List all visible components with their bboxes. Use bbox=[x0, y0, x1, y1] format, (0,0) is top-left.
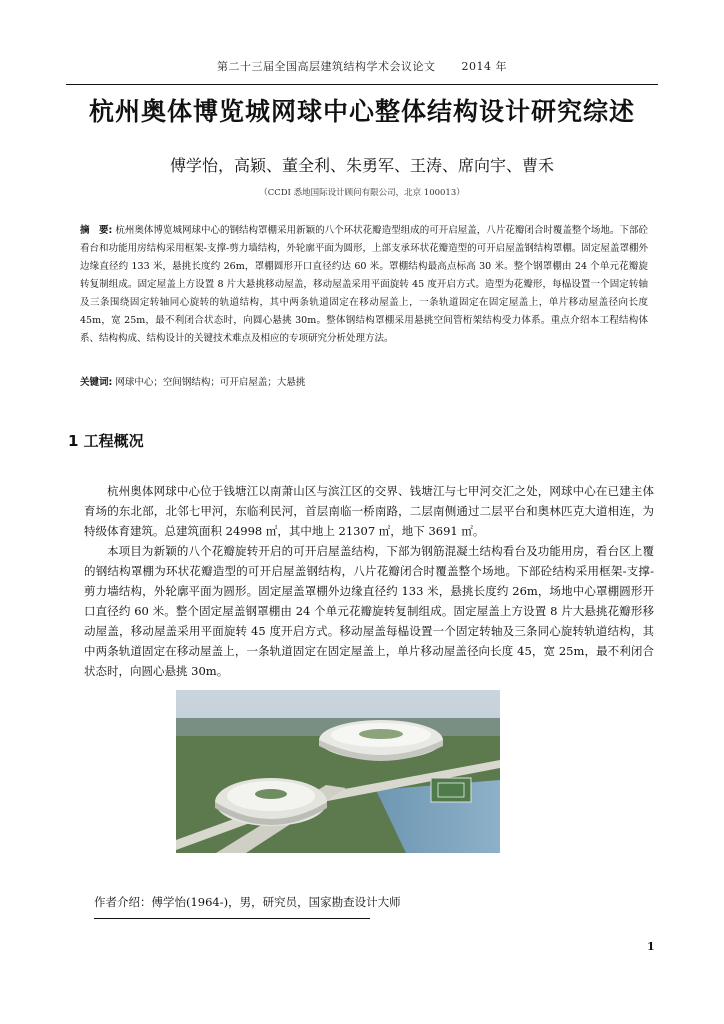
stadium-rendering-image bbox=[176, 690, 500, 853]
page-number: 1 bbox=[647, 940, 655, 953]
header-rule bbox=[66, 84, 658, 85]
affiliation: （CCDI 悉地国际设计顾问有限公司，北京 100013） bbox=[259, 188, 465, 198]
author-footnote: 作者介绍：傅学怡(1964-)，男，研究员，国家勘查设计大师 bbox=[94, 895, 401, 909]
keywords: 关键词: 网球中心；空间钢结构；可开启屋盖；大悬挑 bbox=[80, 377, 306, 388]
paragraph-1: 杭州奥体网球中心位于钱塘江以南萧山区与滨江区的交界、钱塘江与七甲河交汇之处，网球中心在已建主体育场的东北部，北邻七甲河，东临利民河，首层南临一桥南路，二层南侧通过二层平台和奥林匹克大道相连，为特级体育建筑。总建筑面积 24998 ㎡，其中地上 21307 ㎡，地下 3691 ㎡。 bbox=[84, 484, 654, 538]
conference-year: 2014 年 bbox=[461, 60, 507, 73]
section-heading: 1 工程概况 bbox=[68, 432, 144, 450]
footnote-rule bbox=[94, 918, 370, 919]
paper-title: 杭州奥体博览城网球中心整体结构设计研究综述 bbox=[88, 97, 635, 126]
keywords-text: 网球中心；空间钢结构；可开启屋盖；大悬挑 bbox=[115, 377, 306, 388]
abstract-label: 摘 要 bbox=[80, 225, 109, 236]
abstract-text: 杭州奥体博览城网球中心的钢结构罩棚采用新颖的八个环状花瓣造型组成的可开启屋盖，八片花瓣闭合时覆盖整个场地。下部砼看台和功能用房结构采用框架-支撑-剪力墙结构，外轮廓平面为圆形，上部支承环状花瓣造型的可开启屋盖钢结构罩棚。固定屋盖罩棚外边缘直径约 133 米，悬挑长度约 26m，罩棚圆形开口直径约达 60 米。罩棚结构最高点标高 30 米。整个钢罩棚由 24 个单元花瓣旋转复制组成。固定屋盖上方设置 8 片大悬挑移动屋盖，移动屋盖采用平面旋转 45 度开启方式。造型为花瓣形，每榀设置一个固定转轴及三条围绕固定转轴同心旋转的轨道结构，其中两条轨道固定在移动屋盖上，一条轨道固定在固定屋盖上，单片移动屋盖径向长度 45m，宽 25m，最不利闭合状态时，向圆心悬挑 30m。整体钢结构罩棚采用悬挑空间管桁架结构受力体系。重点介绍本工程结构体系、结构构成、结构设计的关键技术难点及相应的专项研究分析处理方法。 bbox=[80, 225, 648, 344]
paragraph-2: 本项目为新颖的八个花瓣旋转开启的可开启屋盖结构，下部为钢筋混凝土结构看台及功能用房，看台区上覆的钢结构罩棚为环状花瓣造型的可开启屋盖钢结构，八片花瓣闭合时覆盖整个场地。下部砼结构采用框架-支撑-剪力墙结构，外轮廓平面为圆形。固定屋盖罩棚外边缘直径约 133 米，悬挑长度约 26m，场地中心罩棚圆形开口直径约 60 米。整个固定屋盖钢罩棚由 24 个单元花瓣旋转复制组成。固定屋盖上方设置 8 片大悬挑花瓣形移动屋盖，移动屋盖采用平面旋转 45 度开启方式。移动屋盖每榀设置一个固定转轴及三条同心旋转轨道结构，其中两条轨道固定在移动屋盖上，一条轨道固定在固定屋盖上，单片移动屋盖径向长度 45，宽 25m，最不利闭合状态时，向圆心悬挑 30m。 bbox=[84, 544, 654, 678]
conference-name: 第二十三届全国高层建筑结构学术会议论文 bbox=[217, 60, 436, 73]
author-list: 傅学怡，高颖、董全利、朱勇军、王涛、席向宇、曹禾 bbox=[169, 156, 554, 175]
running-header bbox=[0, 58, 724, 74]
keywords-label: 关键词 bbox=[80, 377, 109, 388]
abstract: 摘 要: 杭州奥体博览城网球中心的钢结构罩棚采用新颖的八个环状花瓣造型组成的可开启屋盖，八片花瓣闭合时覆盖整个场地。下部砼看台和功能用房结构采用框架-支撑-剪力墙结构，外轮廓平面为圆形，上部支承环状花瓣造型的可开启屋盖钢结构罩棚。固定屋盖罩棚外边缘直径约 133 米，悬挑长度约 26m，罩棚圆形开口直径约达 60 米。罩棚结构最高点标高 30 米。整个钢罩棚由 24 个单元花瓣旋转复制组成。固定屋盖上方设置 8 片大悬挑移动屋盖，移动屋盖采用平面旋转 45 度开启方式。造型为花瓣形，每榀设置一个固定转轴及三条围绕固定转轴同心旋转的轨道结构，其中两条轨道固定在移动屋盖上，一条轨道固定在固定屋盖上，单片移动屋盖径向长度 45m，宽 25m，最不利闭合状态时，向圆心悬挑 30m。整体钢结构罩棚采用悬挑空间管桁架结构受力体系。重点介绍本工程结构体系、结构构成、结构设计的关键技术难点及相应的专项研究分析处理方法。 bbox=[80, 225, 648, 344]
